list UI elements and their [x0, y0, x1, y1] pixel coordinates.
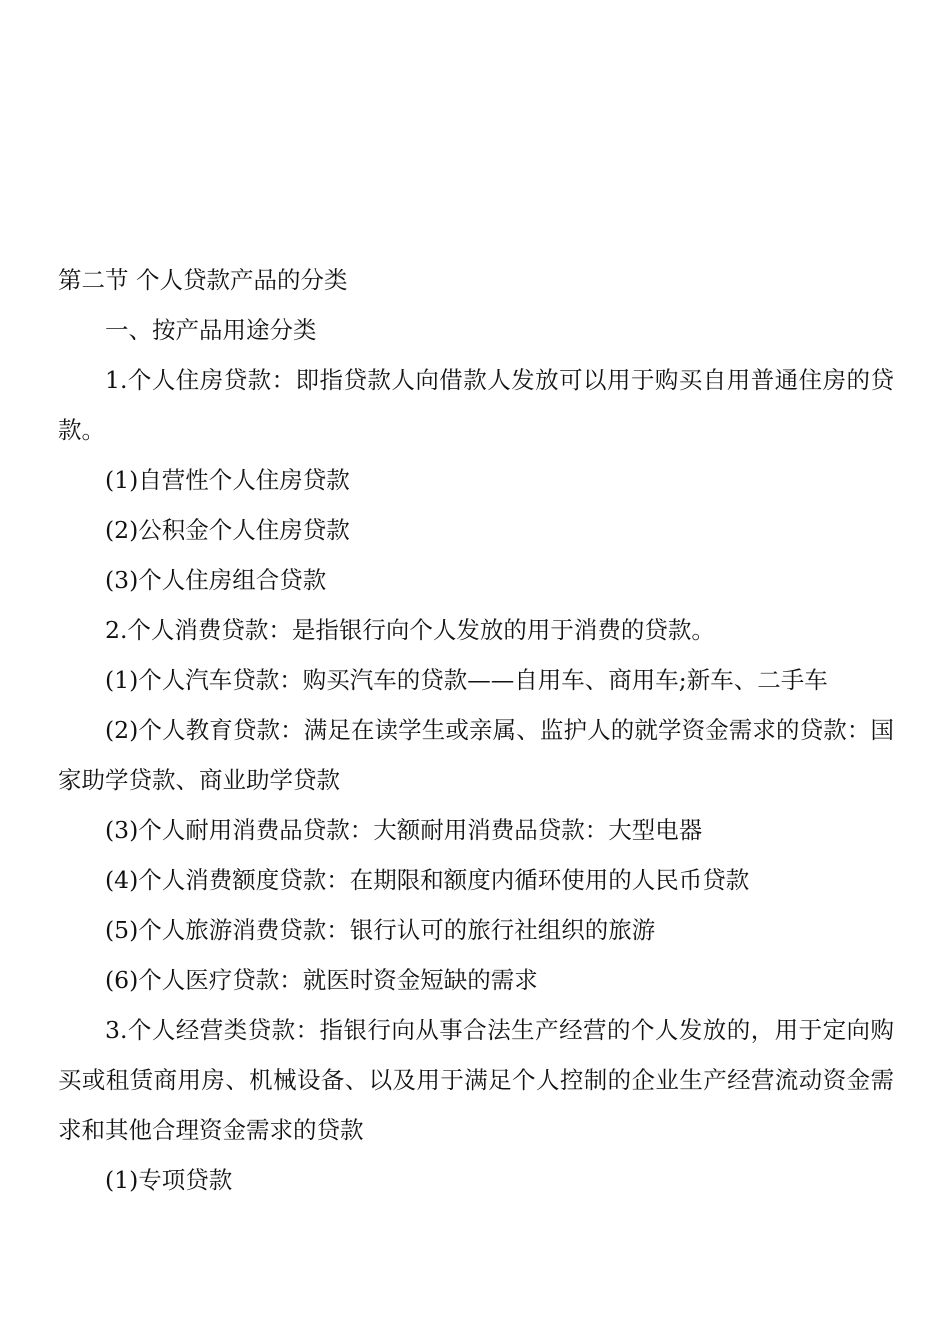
list-item: (1)专项贷款 — [105, 1166, 233, 1194]
category-heading: 一、按产品用途分类 — [105, 316, 317, 344]
list-item: (6)个人医疗贷款：就医时资金短缺的需求 — [105, 966, 538, 994]
list-item: (1)个人汽车贷款：购买汽车的贷款——自用车、商用车;新车、二手车 — [105, 666, 828, 694]
section-heading: 第二节 个人贷款产品的分类 — [58, 266, 348, 294]
paragraph-business-loan: 3.个人经营类贷款：指银行向从事合法生产经营的个人发放的，用于定向购买或租赁商用房、机械设备、以及用于满足个人控制的企业生产经营流动资金需求和其他合理资金需求的贷款 — [58, 1016, 894, 1144]
list-item: (1)自营性个人住房贷款 — [105, 466, 350, 494]
paragraph-consumer-loan: 2.个人消费贷款：是指银行向个人发放的用于消费的贷款。 — [105, 616, 715, 644]
document-page — [58, 255, 894, 1205]
list-item: (3)个人耐用消费品贷款：大额耐用消费品贷款：大型电器 — [105, 816, 703, 844]
list-item: (5)个人旅游消费贷款：银行认可的旅行社组织的旅游 — [105, 916, 656, 944]
paragraph-housing-loan: 1.个人住房贷款：即指贷款人向借款人发放可以用于购买自用普通住房的贷款。 — [58, 366, 894, 444]
list-item: (4)个人消费额度贷款：在期限和额度内循环使用的人民币贷款 — [105, 866, 750, 894]
list-item: (2)个人教育贷款：满足在读学生或亲属、监护人的就学资金需求的贷款：国家助学贷款、商业助学贷款 — [58, 716, 894, 794]
list-item: (3)个人住房组合贷款 — [105, 566, 327, 594]
list-item: (2)公积金个人住房贷款 — [105, 516, 350, 544]
